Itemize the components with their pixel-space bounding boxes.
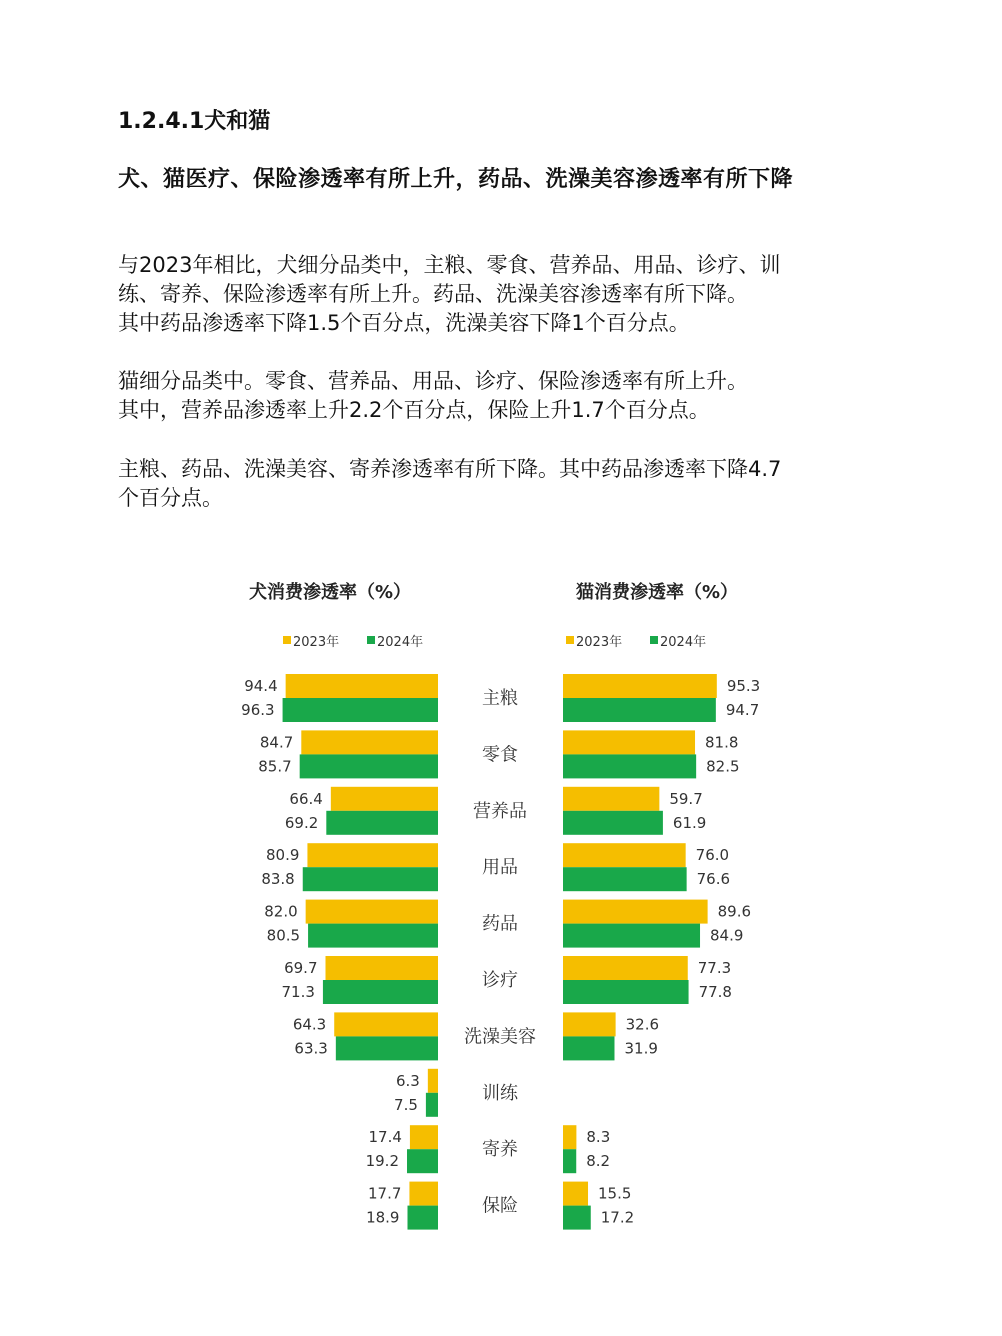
cat-value-label: 89.6 <box>717 902 752 921</box>
cat-bar-1 <box>563 1206 591 1230</box>
category-label: 药品 <box>482 913 518 935</box>
cat-value-label: 15.5 <box>598 1184 632 1203</box>
cat-value-label: 8.2 <box>586 1152 611 1171</box>
cat-bar-1 <box>563 1036 614 1060</box>
dog-bar-1 <box>300 754 438 778</box>
cat-bar-0 <box>563 1012 616 1036</box>
dog-value-label: 69.7 <box>284 959 318 977</box>
cat-value-label: 61.9 <box>672 813 707 832</box>
dog-value-label: 84.7 <box>259 733 294 752</box>
dog-legend-swatch-0 <box>283 636 291 644</box>
dog-bar-1 <box>407 1206 438 1230</box>
cat-legend-label-1: 2024年 <box>660 635 707 650</box>
cat-bar-1 <box>563 924 700 948</box>
dog-value-label: 80.9 <box>266 846 300 865</box>
dog-bar-1 <box>303 867 438 891</box>
cat-value-label: 95.3 <box>726 677 761 695</box>
cat-bar-0 <box>563 787 659 811</box>
paragraph-line: 猫细分品类中。零食、营养品、用品、诊疗、保险渗透率有所上升。 <box>118 369 748 393</box>
cat-value-label: 84.9 <box>710 926 744 945</box>
dog-bar-0 <box>286 674 438 698</box>
cat-value-label: 32.6 <box>625 1015 660 1034</box>
dog-value-label: 66.4 <box>289 789 323 808</box>
category-label: 寄养 <box>482 1139 518 1161</box>
paragraph-cat-fall <box>118 455 898 513</box>
paragraph-dog <box>118 251 898 338</box>
paragraph-line: 与2023年相比，犬细分品类中，主粮、零食、营养品、用品、诊疗、训 <box>118 253 781 277</box>
cat-bar-1 <box>563 867 687 891</box>
cat-bar-0 <box>563 956 688 980</box>
dog-bar-1 <box>407 1149 438 1173</box>
dog-bar-0 <box>307 843 438 867</box>
dog-bar-1 <box>283 698 438 722</box>
cat-bar-1 <box>563 980 689 1004</box>
category-label: 零食 <box>482 744 518 766</box>
dog-legend-label-0: 2023年 <box>293 635 340 650</box>
cat-value-label: 17.2 <box>600 1208 635 1227</box>
dog-value-label: 85.7 <box>258 757 292 776</box>
cat-value-label: 81.8 <box>705 733 739 752</box>
cat-legend-swatch-0 <box>566 636 574 644</box>
cat-value-label: 94.7 <box>725 701 760 719</box>
dog-value-label: 83.8 <box>261 870 295 889</box>
cat-bar-1 <box>563 1149 576 1173</box>
dog-bar-0 <box>334 1012 438 1036</box>
paragraph-line: 个百分点。 <box>118 486 223 510</box>
paragraph-line: 练、寄养、保险渗透率有所上升。药品、洗澡美容渗透率有所下降。 <box>118 282 748 306</box>
cat-bar-0 <box>563 843 686 867</box>
dog-bar-0 <box>409 1182 438 1206</box>
dog-bar-1 <box>326 811 438 835</box>
paragraph-cat-rise <box>118 367 898 425</box>
dog-value-label: 17.4 <box>368 1128 402 1147</box>
cat-bar-1 <box>563 811 663 835</box>
category-label: 主粮 <box>482 688 518 709</box>
cat-bar-0 <box>563 674 717 698</box>
penetration-charts <box>0 560 1002 1260</box>
cat-chart-title: 猫消费渗透率（%） <box>575 582 739 603</box>
cat-value-label: 82.5 <box>706 757 740 776</box>
dog-value-label: 94.4 <box>244 677 278 695</box>
dog-value-label: 71.3 <box>281 983 315 1001</box>
cat-value-label: 77.8 <box>698 983 732 1001</box>
dog-value-label: 18.9 <box>366 1208 400 1227</box>
dog-legend-swatch-1 <box>367 636 375 644</box>
cat-value-label: 8.3 <box>586 1128 611 1147</box>
cat-bar-0 <box>563 730 695 754</box>
dog-value-label: 69.2 <box>284 813 319 832</box>
cat-value-label: 76.6 <box>696 870 731 889</box>
cat-bar-1 <box>563 754 696 778</box>
dog-value-label: 63.3 <box>294 1039 328 1058</box>
dog-value-label: 6.3 <box>395 1071 420 1090</box>
cat-legend-label-0: 2023年 <box>576 635 623 650</box>
page-headline: 犬、猫医疗、保险渗透率有所上升，药品、洗澡美容渗透率有所下降 <box>118 167 794 192</box>
dog-value-label: 19.2 <box>365 1152 400 1171</box>
dog-value-label: 64.3 <box>292 1015 327 1034</box>
dog-bar-0 <box>306 900 438 924</box>
cat-bar-0 <box>563 900 708 924</box>
dog-bar-0 <box>326 956 438 980</box>
cat-legend-swatch-1 <box>650 636 658 644</box>
dog-bar-1 <box>336 1036 438 1060</box>
cat-bar-1 <box>563 698 716 722</box>
dog-value-label: 17.7 <box>368 1184 402 1203</box>
category-label: 用品 <box>482 857 518 879</box>
dog-bar-1 <box>323 980 438 1004</box>
dog-bar-0 <box>331 787 438 811</box>
section-number: 1.2.4.1犬和猫 <box>118 109 271 134</box>
dog-bar-1 <box>308 924 438 948</box>
cat-value-label: 31.9 <box>624 1039 658 1058</box>
paragraph-line: 主粮、药品、洗澡美容、寄养渗透率有所下降。其中药品渗透率下降4.7 <box>118 457 782 481</box>
dog-value-label: 7.5 <box>394 1095 418 1114</box>
dog-value-label: 80.5 <box>266 926 301 945</box>
dog-bar-0 <box>428 1069 438 1093</box>
category-label: 保险 <box>482 1195 518 1217</box>
cat-bar-0 <box>563 1125 576 1149</box>
cat-value-label: 77.3 <box>697 959 732 977</box>
category-label: 洗澡美容 <box>464 1026 536 1048</box>
dog-value-label: 82.0 <box>264 902 298 921</box>
dog-bar-0 <box>410 1125 438 1149</box>
dog-bar-1 <box>426 1093 438 1117</box>
category-label: 诊疗 <box>482 970 518 991</box>
dog-bar-0 <box>301 730 438 754</box>
dog-value-label: 96.3 <box>241 701 275 719</box>
cat-bar-0 <box>563 1182 588 1206</box>
cat-value-label: 59.7 <box>669 789 703 808</box>
dog-chart-title: 犬消费渗透率（%） <box>248 582 412 603</box>
paragraph-line: 其中，营养品渗透率上升2.2个百分点，保险上升1.7个百分点。 <box>118 398 710 422</box>
dog-legend-label-1: 2024年 <box>377 635 424 650</box>
paragraph-line: 其中药品渗透率下降1.5个百分点，洗澡美容下降1个百分点。 <box>118 311 690 335</box>
category-label: 训练 <box>482 1082 518 1104</box>
cat-value-label: 76.0 <box>695 846 730 865</box>
category-label: 营养品 <box>473 800 527 822</box>
